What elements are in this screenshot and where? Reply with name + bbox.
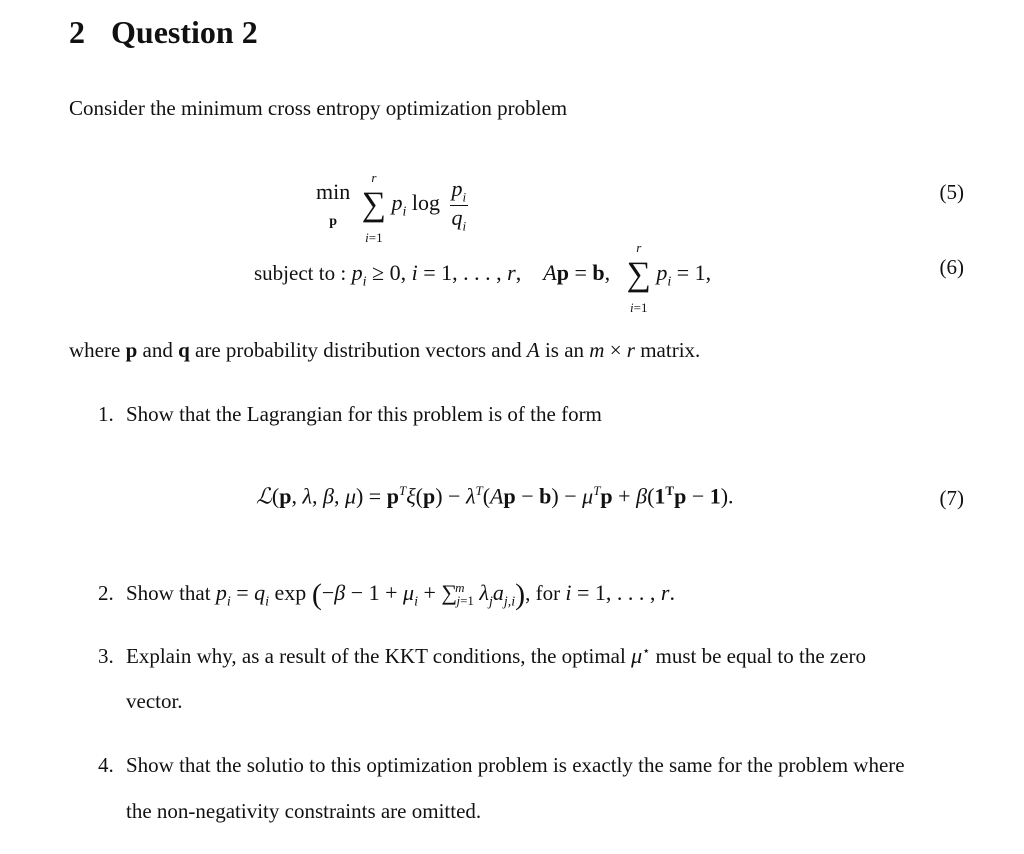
equation-7-number: (7)	[939, 486, 964, 510]
list-item: 4. Show that the solutio to this optimization problem is exactly the same for the problem where	[98, 753, 905, 777]
list-item-continuation: the non-negativity constraints are omitted.	[126, 799, 482, 823]
list-item: 2. Show that $p_i = q_i$ $\exp (-\beta - 1 + \mu_i + \sum^m_{j=1}$ $\lambda_ja_{j,i}$), for i = 1, . . . , r.	[98, 578, 675, 611]
section-number: 2	[69, 14, 85, 50]
equation-5-objective: min p r ∑ i=1 $p_i$ log $\frac{p_i}{q_i}$	[316, 170, 467, 245]
subject-to-label: subject to :	[254, 261, 347, 286]
list-item: 3. Explain why, as a result of the KKT conditions, the optimal μ⋆ must be equal to the zero	[98, 643, 867, 668]
equation-6-number: (6)	[939, 255, 964, 279]
where-paragraph: where p and q are probability distribution vectors and A is an m × r matrix.	[69, 338, 701, 362]
equation-6-constraints: subject to : $p_i \ge 0$, i = 1, . . . , r, Ap = b, r ∑ i=1 $p_i = 1$,	[254, 240, 712, 315]
equation-5-number: (5)	[939, 180, 964, 204]
list-item-continuation: vector.	[126, 689, 183, 713]
intro-paragraph: Consider the minimum cross entropy optimization problem	[69, 96, 568, 120]
list-item: 1. Show that the Lagrangian for this problem is of the form	[98, 402, 602, 426]
equation-7-lagrangian: ℒ(p, λ, β, $\mu) = p^T\xi(p) - \lambda^T(Ap - b) - \mu^Tp + \beta(1^Tp - 1)$.	[256, 483, 734, 509]
section-heading	[69, 14, 258, 51]
section-title: Question 2	[111, 14, 258, 50]
